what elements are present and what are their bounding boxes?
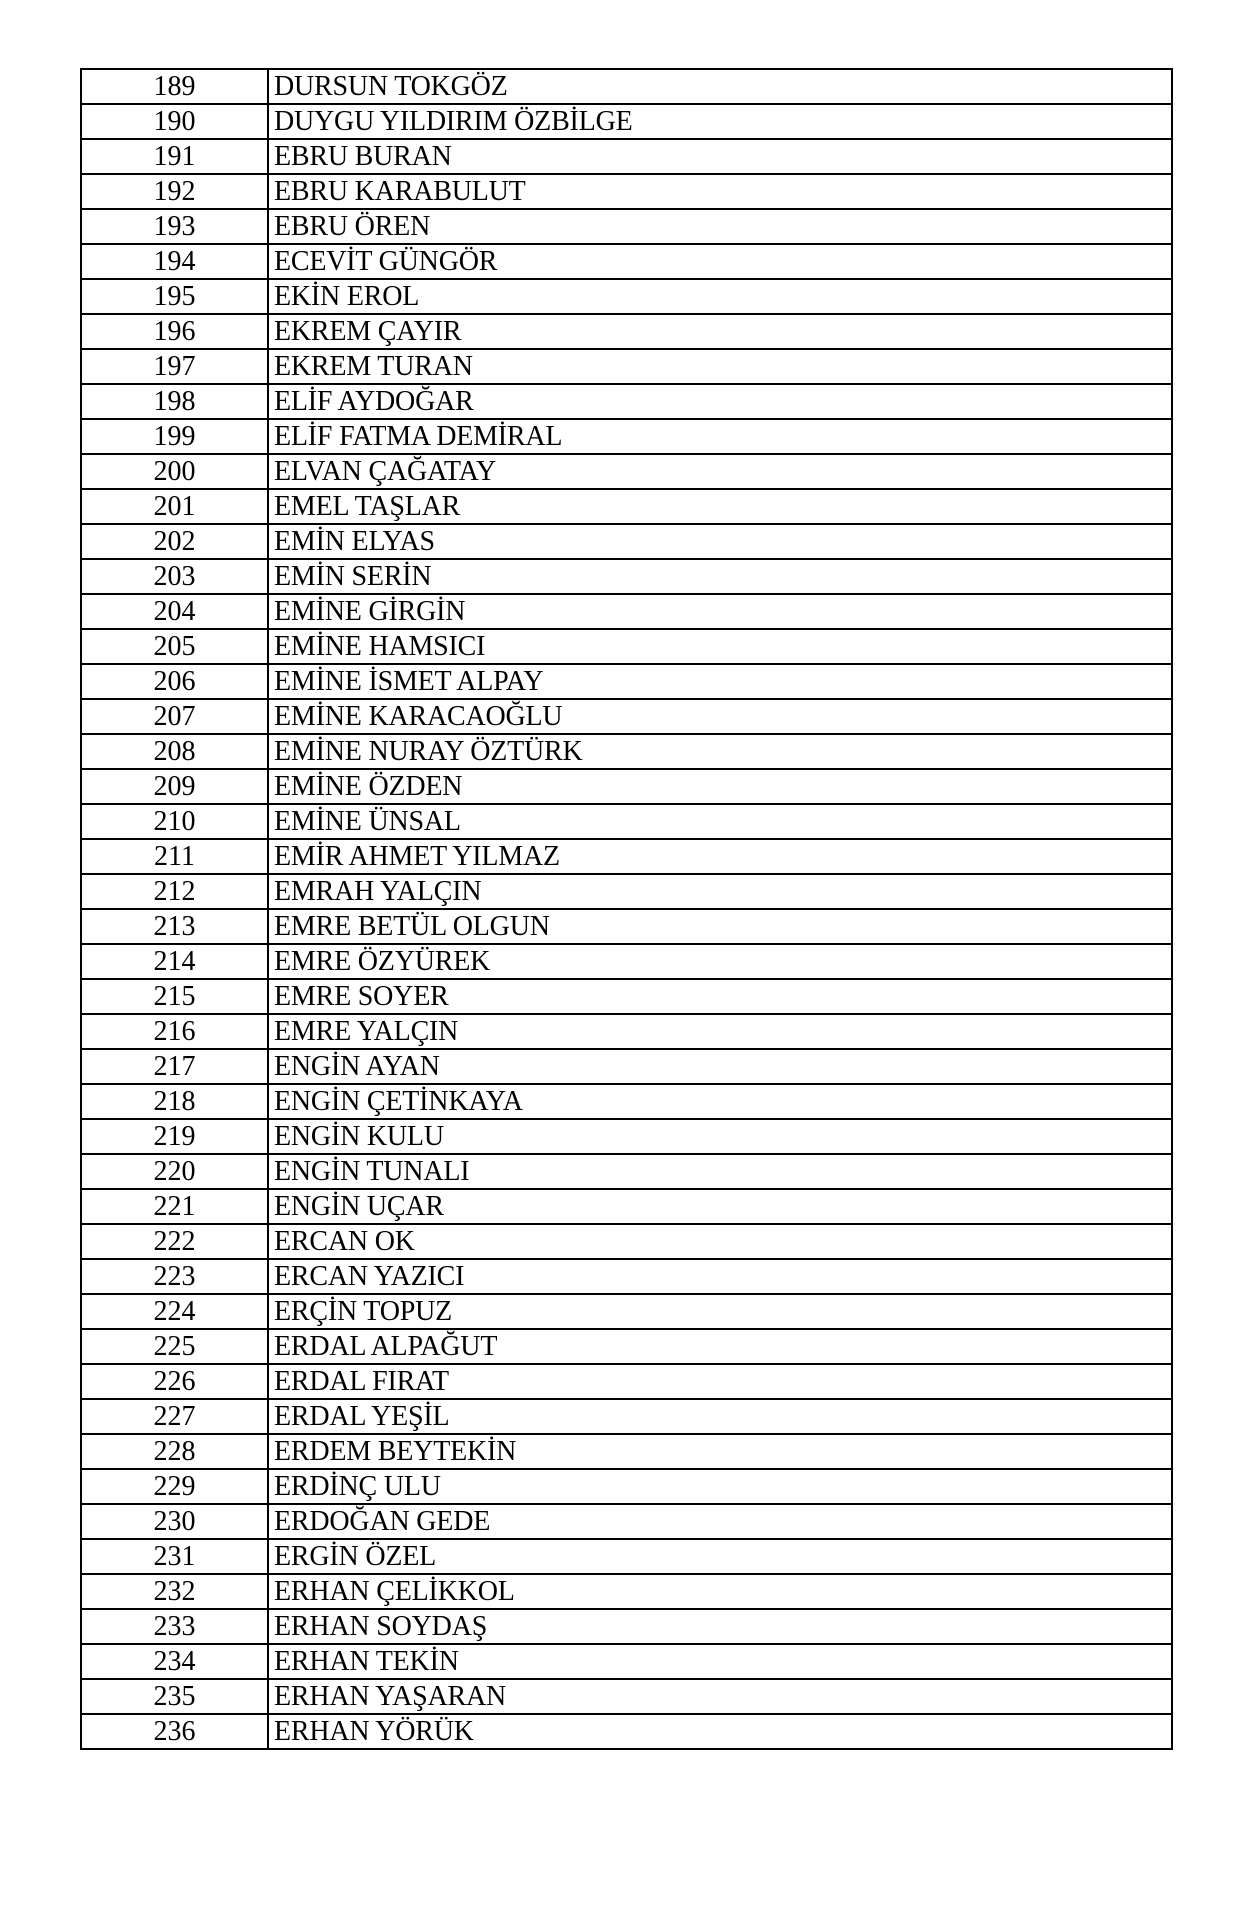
table-row xyxy=(81,1189,1172,1224)
table-row xyxy=(81,874,1172,909)
person-name: ERDAL ALPAĞUT xyxy=(268,1329,1172,1364)
table-row xyxy=(81,979,1172,1014)
row-number: 210 xyxy=(81,804,268,839)
row-number: 212 xyxy=(81,874,268,909)
person-name: ERCAN OK xyxy=(268,1224,1172,1259)
row-number: 196 xyxy=(81,314,268,349)
table-row xyxy=(81,1084,1172,1119)
row-number: 192 xyxy=(81,174,268,209)
table-row xyxy=(81,734,1172,769)
person-name: EKREM ÇAYIR xyxy=(268,314,1172,349)
table-row xyxy=(81,594,1172,629)
person-name: DUYGU YILDIRIM ÖZBİLGE xyxy=(268,104,1172,139)
table-row xyxy=(81,244,1172,279)
table-row xyxy=(81,1119,1172,1154)
table-row xyxy=(81,944,1172,979)
row-number: 211 xyxy=(81,839,268,874)
person-name: EMİN ELYAS xyxy=(268,524,1172,559)
name-list-table xyxy=(80,68,1173,1750)
table-row xyxy=(81,664,1172,699)
person-name: EMİNE GİRGİN xyxy=(268,594,1172,629)
row-number: 202 xyxy=(81,524,268,559)
person-name: ERHAN YÖRÜK xyxy=(268,1714,1172,1749)
table-row xyxy=(81,1399,1172,1434)
person-name: EMİNE KARACAOĞLU xyxy=(268,699,1172,734)
table-row xyxy=(81,1714,1172,1749)
person-name: ELVAN ÇAĞATAY xyxy=(268,454,1172,489)
person-name: EMİNE NURAY ÖZTÜRK xyxy=(268,734,1172,769)
person-name: EMRE SOYER xyxy=(268,979,1172,1014)
table-row xyxy=(81,699,1172,734)
row-number: 209 xyxy=(81,769,268,804)
person-name: ERHAN YAŞARAN xyxy=(268,1679,1172,1714)
row-number: 194 xyxy=(81,244,268,279)
row-number: 215 xyxy=(81,979,268,1014)
row-number: 227 xyxy=(81,1399,268,1434)
row-number: 230 xyxy=(81,1504,268,1539)
row-number: 226 xyxy=(81,1364,268,1399)
person-name: ERCAN YAZICI xyxy=(268,1259,1172,1294)
person-name: DURSUN TOKGÖZ xyxy=(268,69,1172,104)
row-number: 213 xyxy=(81,909,268,944)
person-name: ERHAN SOYDAŞ xyxy=(268,1609,1172,1644)
table-row xyxy=(81,419,1172,454)
person-name: ERDEM BEYTEKİN xyxy=(268,1434,1172,1469)
row-number: 224 xyxy=(81,1294,268,1329)
person-name: EBRU KARABULUT xyxy=(268,174,1172,209)
person-name: ENGİN AYAN xyxy=(268,1049,1172,1084)
person-name: EKREM TURAN xyxy=(268,349,1172,384)
row-number: 206 xyxy=(81,664,268,699)
table-row xyxy=(81,1294,1172,1329)
row-number: 208 xyxy=(81,734,268,769)
table-row xyxy=(81,69,1172,104)
row-number: 229 xyxy=(81,1469,268,1504)
person-name: EMİNE ÖZDEN xyxy=(268,769,1172,804)
row-number: 225 xyxy=(81,1329,268,1364)
person-name: EMİN SERİN xyxy=(268,559,1172,594)
row-number: 204 xyxy=(81,594,268,629)
table-row xyxy=(81,209,1172,244)
table-row xyxy=(81,1014,1172,1049)
person-name: ERDAL YEŞİL xyxy=(268,1399,1172,1434)
table-row xyxy=(81,1469,1172,1504)
person-name: EMİNE İSMET ALPAY xyxy=(268,664,1172,699)
row-number: 219 xyxy=(81,1119,268,1154)
table-row xyxy=(81,1609,1172,1644)
table-row xyxy=(81,1679,1172,1714)
row-number: 221 xyxy=(81,1189,268,1224)
table-row xyxy=(81,174,1172,209)
table-row xyxy=(81,804,1172,839)
table-row xyxy=(81,349,1172,384)
table-row xyxy=(81,454,1172,489)
row-number: 236 xyxy=(81,1714,268,1749)
person-name: ENGİN UÇAR xyxy=(268,1189,1172,1224)
row-number: 201 xyxy=(81,489,268,524)
person-name: ERDOĞAN GEDE xyxy=(268,1504,1172,1539)
person-name: ELİF AYDOĞAR xyxy=(268,384,1172,419)
person-name: EMRE YALÇIN xyxy=(268,1014,1172,1049)
row-number: 189 xyxy=(81,69,268,104)
row-number: 214 xyxy=(81,944,268,979)
table-row xyxy=(81,839,1172,874)
table-row xyxy=(81,1504,1172,1539)
person-name: ERDİNÇ ULU xyxy=(268,1469,1172,1504)
row-number: 235 xyxy=(81,1679,268,1714)
table-row xyxy=(81,909,1172,944)
row-number: 195 xyxy=(81,279,268,314)
table-row xyxy=(81,1329,1172,1364)
table-row xyxy=(81,489,1172,524)
person-name: ENGİN KULU xyxy=(268,1119,1172,1154)
person-name: EMİR AHMET YILMAZ xyxy=(268,839,1172,874)
table-row xyxy=(81,314,1172,349)
row-number: 217 xyxy=(81,1049,268,1084)
name-list-body xyxy=(81,69,1172,1749)
table-row xyxy=(81,1224,1172,1259)
person-name: EBRU ÖREN xyxy=(268,209,1172,244)
table-row xyxy=(81,139,1172,174)
person-name: ERHAN TEKİN xyxy=(268,1644,1172,1679)
row-number: 205 xyxy=(81,629,268,664)
row-number: 191 xyxy=(81,139,268,174)
person-name: ERDAL FIRAT xyxy=(268,1364,1172,1399)
person-name: EMİNE ÜNSAL xyxy=(268,804,1172,839)
row-number: 190 xyxy=(81,104,268,139)
row-number: 233 xyxy=(81,1609,268,1644)
row-number: 228 xyxy=(81,1434,268,1469)
person-name: EMEL TAŞLAR xyxy=(268,489,1172,524)
person-name: EMRAH YALÇIN xyxy=(268,874,1172,909)
row-number: 222 xyxy=(81,1224,268,1259)
table-row xyxy=(81,1154,1172,1189)
person-name: ENGİN ÇETİNKAYA xyxy=(268,1084,1172,1119)
person-name: EMRE ÖZYÜREK xyxy=(268,944,1172,979)
person-name: EBRU BURAN xyxy=(268,139,1172,174)
table-row xyxy=(81,1259,1172,1294)
table-row xyxy=(81,1574,1172,1609)
table-row xyxy=(81,1434,1172,1469)
row-number: 223 xyxy=(81,1259,268,1294)
person-name: ERÇİN TOPUZ xyxy=(268,1294,1172,1329)
table-row xyxy=(81,1644,1172,1679)
person-name: EKİN EROL xyxy=(268,279,1172,314)
table-row xyxy=(81,769,1172,804)
table-row xyxy=(81,1364,1172,1399)
table-row xyxy=(81,279,1172,314)
row-number: 216 xyxy=(81,1014,268,1049)
person-name: ECEVİT GÜNGÖR xyxy=(268,244,1172,279)
table-row xyxy=(81,1049,1172,1084)
table-row xyxy=(81,1539,1172,1574)
row-number: 198 xyxy=(81,384,268,419)
row-number: 234 xyxy=(81,1644,268,1679)
row-number: 193 xyxy=(81,209,268,244)
table-row xyxy=(81,629,1172,664)
row-number: 218 xyxy=(81,1084,268,1119)
person-name: ELİF FATMA DEMİRAL xyxy=(268,419,1172,454)
row-number: 203 xyxy=(81,559,268,594)
row-number: 200 xyxy=(81,454,268,489)
row-number: 232 xyxy=(81,1574,268,1609)
table-row xyxy=(81,559,1172,594)
person-name: ERHAN ÇELİKKOL xyxy=(268,1574,1172,1609)
table-row xyxy=(81,384,1172,419)
table-row xyxy=(81,104,1172,139)
person-name: ENGİN TUNALI xyxy=(268,1154,1172,1189)
row-number: 220 xyxy=(81,1154,268,1189)
person-name: EMRE BETÜL OLGUN xyxy=(268,909,1172,944)
person-name: ERGİN ÖZEL xyxy=(268,1539,1172,1574)
row-number: 199 xyxy=(81,419,268,454)
person-name: EMİNE HAMSICI xyxy=(268,629,1172,664)
table-row xyxy=(81,524,1172,559)
row-number: 197 xyxy=(81,349,268,384)
row-number: 231 xyxy=(81,1539,268,1574)
row-number: 207 xyxy=(81,699,268,734)
